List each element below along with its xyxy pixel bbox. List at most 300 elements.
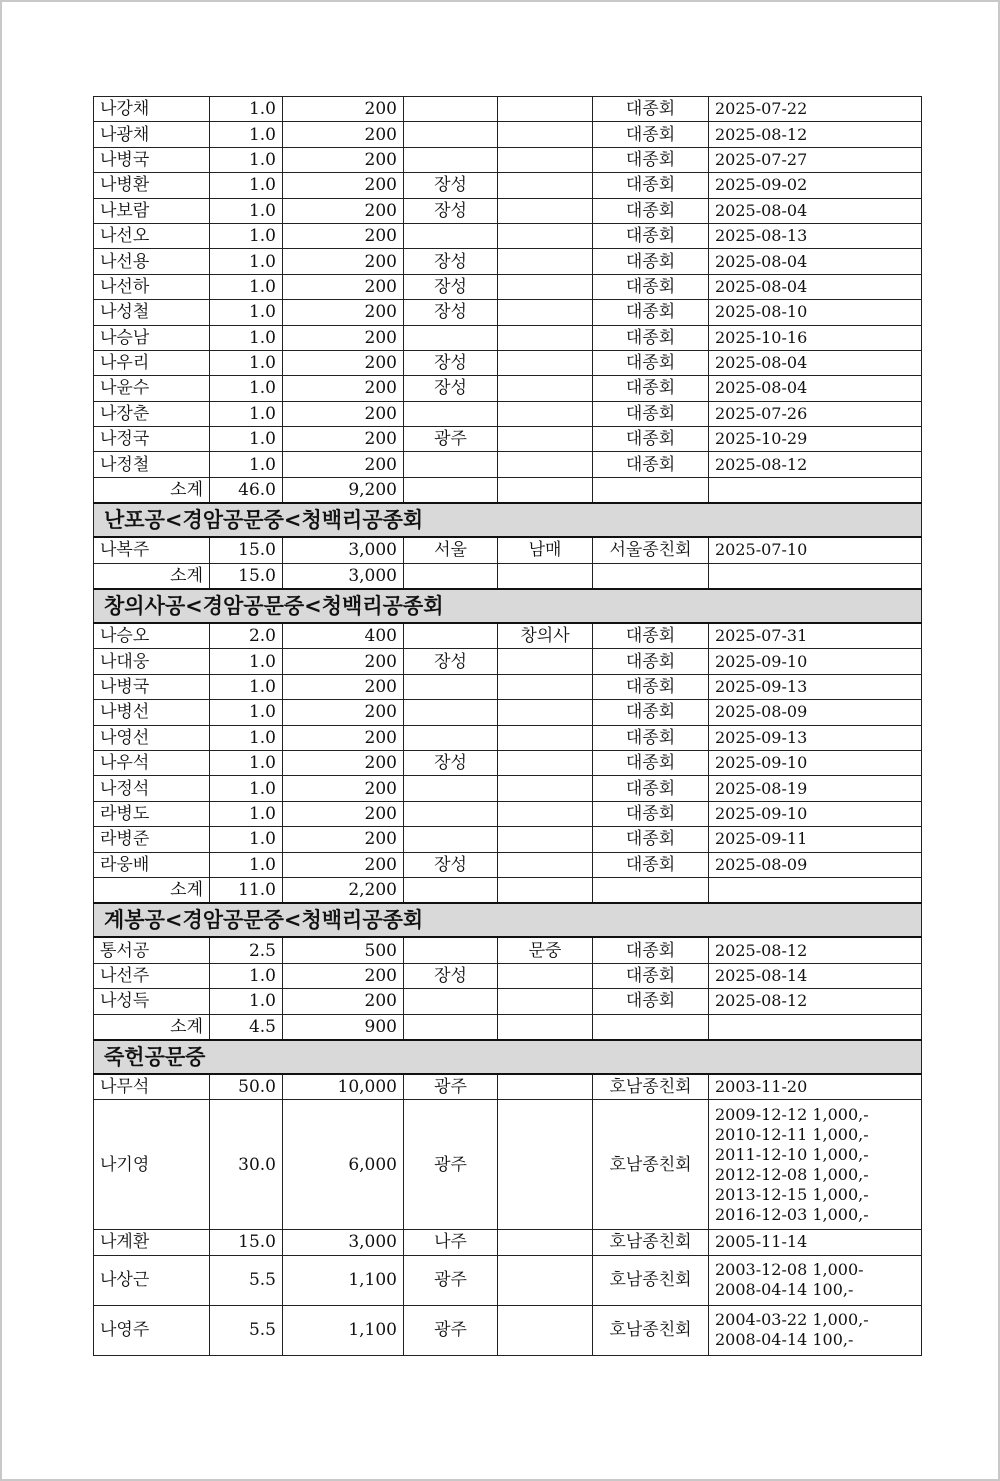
table-row xyxy=(94,989,922,1014)
relation-cell xyxy=(498,750,593,775)
payment-note-line: 2025-08-04 xyxy=(715,276,808,296)
empty-cell xyxy=(709,877,922,903)
payment-note-line: 2025-09-02 xyxy=(715,175,808,195)
organization-cell: 대종회 xyxy=(593,300,709,325)
donor-name-cell: 나기영 xyxy=(94,1100,210,1230)
donor-name-cell: 통서공 xyxy=(94,937,210,963)
units-cell: 1.0 xyxy=(210,223,283,248)
units-cell: 1.0 xyxy=(210,963,283,988)
payment-note-cell xyxy=(709,452,922,477)
organization-cell: 대종회 xyxy=(593,700,709,725)
region-cell: 장성 xyxy=(404,852,498,877)
table-row xyxy=(94,97,922,122)
units-cell: 2.0 xyxy=(210,623,283,649)
region-cell xyxy=(404,147,498,172)
payment-note-line: 2025-08-12 xyxy=(715,454,808,474)
empty-cell xyxy=(709,477,922,503)
amount-cell: 200 xyxy=(283,173,404,198)
units-cell: 1.0 xyxy=(210,350,283,375)
relation-cell: 남매 xyxy=(498,537,593,563)
table-row xyxy=(94,1230,922,1255)
table-row xyxy=(94,623,922,649)
subtotal-amount: 900 xyxy=(283,1014,404,1040)
donor-name-cell: 나복주 xyxy=(94,537,210,563)
section-header-row xyxy=(94,903,922,937)
donor-name-cell: 나병선 xyxy=(94,700,210,725)
subtotal-label: 소계 xyxy=(94,477,210,503)
empty-cell xyxy=(404,563,498,589)
payment-note-cell xyxy=(709,801,922,826)
amount-cell: 200 xyxy=(283,223,404,248)
amount-cell: 200 xyxy=(283,963,404,988)
relation-cell xyxy=(498,776,593,801)
organization-cell: 대종회 xyxy=(593,852,709,877)
relation-cell xyxy=(498,376,593,401)
table-row xyxy=(94,350,922,375)
relation-cell xyxy=(498,1230,593,1255)
organization-cell: 대종회 xyxy=(593,776,709,801)
amount-cell: 1,100 xyxy=(283,1305,404,1355)
empty-cell xyxy=(404,1014,498,1040)
payment-note-line: 2025-08-09 xyxy=(715,854,808,874)
units-cell: 1.0 xyxy=(210,401,283,426)
table-row xyxy=(94,776,922,801)
payment-note-cell xyxy=(709,725,922,750)
units-cell: 1.0 xyxy=(210,649,283,674)
amount-cell: 200 xyxy=(283,750,404,775)
payment-note-line: 2003-11-20 xyxy=(715,1077,808,1097)
subtotal-row xyxy=(94,477,922,503)
organization-cell: 호남종친회 xyxy=(593,1255,709,1305)
payment-note-line: 2025-07-10 xyxy=(715,540,808,560)
payment-note-line: 2025-08-04 xyxy=(715,200,808,220)
donor-name-cell: 나성득 xyxy=(94,989,210,1014)
units-cell: 1.0 xyxy=(210,147,283,172)
organization-cell: 대종회 xyxy=(593,198,709,223)
region-cell: 나주 xyxy=(404,1230,498,1255)
region-cell: 장성 xyxy=(404,376,498,401)
donation-ledger-table xyxy=(93,96,922,1356)
table-row xyxy=(94,674,922,699)
relation-cell xyxy=(498,1074,593,1100)
amount-cell: 200 xyxy=(283,401,404,426)
ledger-body xyxy=(94,97,922,1356)
region-cell xyxy=(404,776,498,801)
region-cell xyxy=(404,801,498,826)
donor-name-cell: 나병환 xyxy=(94,173,210,198)
amount-cell: 200 xyxy=(283,274,404,299)
payment-note-cell xyxy=(709,776,922,801)
payment-note-cell xyxy=(709,223,922,248)
organization-cell: 호남종친회 xyxy=(593,1100,709,1230)
region-cell xyxy=(404,989,498,1014)
section-title: 난포공<경암공문중<청백리공종회 xyxy=(94,503,922,537)
subtotal-units: 46.0 xyxy=(210,477,283,503)
units-cell: 1.0 xyxy=(210,427,283,452)
relation-cell xyxy=(498,249,593,274)
amount-cell: 1,100 xyxy=(283,1255,404,1305)
payment-note-cell xyxy=(709,1230,922,1255)
subtotal-row xyxy=(94,563,922,589)
amount-cell: 200 xyxy=(283,725,404,750)
region-cell xyxy=(404,623,498,649)
subtotal-units: 11.0 xyxy=(210,877,283,903)
amount-cell: 200 xyxy=(283,350,404,375)
payment-note-cell xyxy=(709,989,922,1014)
units-cell: 1.0 xyxy=(210,376,283,401)
units-cell: 1.0 xyxy=(210,173,283,198)
amount-cell: 3,000 xyxy=(283,537,404,563)
payment-note-line: 2025-09-10 xyxy=(715,753,808,773)
donor-name-cell: 나정석 xyxy=(94,776,210,801)
relation-cell xyxy=(498,649,593,674)
donor-name-cell: 나선하 xyxy=(94,274,210,299)
donor-name-cell: 나선오 xyxy=(94,223,210,248)
payment-note-line: 2025-08-13 xyxy=(715,226,808,246)
payment-note-cell xyxy=(709,1305,922,1355)
relation-cell: 문중 xyxy=(498,937,593,963)
empty-cell xyxy=(593,477,709,503)
relation-cell xyxy=(498,325,593,350)
payment-note-line: 2004-03-22 1,000,- xyxy=(715,1310,869,1330)
amount-cell: 200 xyxy=(283,325,404,350)
units-cell: 5.5 xyxy=(210,1305,283,1355)
payment-note-line: 2025-08-12 xyxy=(715,991,808,1011)
section-header-row xyxy=(94,503,922,537)
relation-cell xyxy=(498,198,593,223)
region-cell xyxy=(404,827,498,852)
table-row xyxy=(94,300,922,325)
table-row xyxy=(94,750,922,775)
payment-note-cell xyxy=(709,827,922,852)
relation-cell xyxy=(498,1305,593,1355)
payment-note-cell xyxy=(709,300,922,325)
region-cell xyxy=(404,97,498,122)
table-row xyxy=(94,223,922,248)
table-row xyxy=(94,427,922,452)
relation-cell xyxy=(498,401,593,426)
payment-note-cell xyxy=(709,350,922,375)
region-cell xyxy=(404,452,498,477)
donor-name-cell: 나장춘 xyxy=(94,401,210,426)
region-cell xyxy=(404,725,498,750)
organization-cell: 대종회 xyxy=(593,452,709,477)
payment-note-cell xyxy=(709,122,922,147)
units-cell: 50.0 xyxy=(210,1074,283,1100)
table-row xyxy=(94,452,922,477)
payment-note-cell xyxy=(709,97,922,122)
payment-note-cell xyxy=(709,401,922,426)
section-title: 계봉공<경암공문중<청백리공종회 xyxy=(94,903,922,937)
organization-cell: 대종회 xyxy=(593,989,709,1014)
payment-note-line: 2016-12-03 1,000,- xyxy=(715,1204,869,1224)
payment-note-line: 2025-08-12 xyxy=(715,124,808,144)
units-cell: 1.0 xyxy=(210,122,283,147)
amount-cell: 500 xyxy=(283,937,404,963)
payment-note-cell xyxy=(709,1074,922,1100)
donor-name-cell: 나영주 xyxy=(94,1305,210,1355)
units-cell: 1.0 xyxy=(210,801,283,826)
relation-cell xyxy=(498,700,593,725)
table-row xyxy=(94,173,922,198)
payment-note-cell xyxy=(709,623,922,649)
amount-cell: 200 xyxy=(283,198,404,223)
donor-name-cell: 나승남 xyxy=(94,325,210,350)
organization-cell: 호남종친회 xyxy=(593,1305,709,1355)
amount-cell: 400 xyxy=(283,623,404,649)
organization-cell: 대종회 xyxy=(593,649,709,674)
amount-cell: 200 xyxy=(283,122,404,147)
payment-note-line: 2025-08-10 xyxy=(715,302,808,322)
amount-cell: 200 xyxy=(283,852,404,877)
empty-cell xyxy=(498,877,593,903)
subtotal-units: 15.0 xyxy=(210,563,283,589)
amount-cell: 200 xyxy=(283,649,404,674)
relation-cell xyxy=(498,674,593,699)
donor-name-cell: 나강채 xyxy=(94,97,210,122)
organization-cell: 대종회 xyxy=(593,725,709,750)
relation-cell xyxy=(498,963,593,988)
units-cell: 1.0 xyxy=(210,989,283,1014)
units-cell: 1.0 xyxy=(210,750,283,775)
empty-cell xyxy=(593,1014,709,1040)
region-cell: 장성 xyxy=(404,963,498,988)
empty-cell xyxy=(498,1014,593,1040)
relation-cell xyxy=(498,122,593,147)
region-cell xyxy=(404,223,498,248)
region-cell xyxy=(404,122,498,147)
donor-name-cell: 라병준 xyxy=(94,827,210,852)
table-row xyxy=(94,852,922,877)
donor-name-cell: 나대웅 xyxy=(94,649,210,674)
amount-cell: 10,000 xyxy=(283,1074,404,1100)
organization-cell: 대종회 xyxy=(593,97,709,122)
region-cell: 장성 xyxy=(404,173,498,198)
payment-note-line: 2025-10-16 xyxy=(715,327,808,347)
payment-note-cell xyxy=(709,376,922,401)
payment-note-cell xyxy=(709,325,922,350)
payment-note-line: 2012-12-08 1,000,- xyxy=(715,1164,869,1184)
organization-cell: 대종회 xyxy=(593,674,709,699)
organization-cell: 대종회 xyxy=(593,750,709,775)
units-cell: 15.0 xyxy=(210,1230,283,1255)
payment-note-line: 2008-04-14 100,- xyxy=(715,1330,854,1350)
region-cell: 장성 xyxy=(404,198,498,223)
payment-note-line: 2025-09-10 xyxy=(715,803,808,823)
region-cell: 광주 xyxy=(404,427,498,452)
subtotal-amount: 2,200 xyxy=(283,877,404,903)
table-row xyxy=(94,963,922,988)
amount-cell: 200 xyxy=(283,700,404,725)
payment-note-line: 2013-12-15 1,000,- xyxy=(715,1184,869,1204)
payment-note-cell xyxy=(709,427,922,452)
empty-cell xyxy=(593,563,709,589)
amount-cell: 200 xyxy=(283,300,404,325)
relation-cell xyxy=(498,274,593,299)
organization-cell: 대종회 xyxy=(593,249,709,274)
relation-cell xyxy=(498,801,593,826)
empty-cell xyxy=(498,563,593,589)
subtotal-label: 소계 xyxy=(94,1014,210,1040)
payment-note-line: 2025-07-26 xyxy=(715,403,808,423)
donor-name-cell: 나선용 xyxy=(94,249,210,274)
units-cell: 15.0 xyxy=(210,537,283,563)
amount-cell: 3,000 xyxy=(283,1230,404,1255)
table-row xyxy=(94,1074,922,1100)
subtotal-row xyxy=(94,1014,922,1040)
donor-name-cell: 나영선 xyxy=(94,725,210,750)
table-row xyxy=(94,274,922,299)
organization-cell: 대종회 xyxy=(593,401,709,426)
organization-cell: 호남종친회 xyxy=(593,1074,709,1100)
subtotal-row xyxy=(94,877,922,903)
donor-name-cell: 라웅배 xyxy=(94,852,210,877)
relation-cell xyxy=(498,1255,593,1305)
payment-note-line: 2025-08-04 xyxy=(715,353,808,373)
empty-cell xyxy=(498,477,593,503)
donor-name-cell: 라병도 xyxy=(94,801,210,826)
donor-name-cell: 나정국 xyxy=(94,427,210,452)
units-cell: 1.0 xyxy=(210,452,283,477)
empty-cell xyxy=(404,477,498,503)
payment-note-line: 2005-11-14 xyxy=(715,1232,808,1252)
donor-name-cell: 나선주 xyxy=(94,963,210,988)
payment-note-cell xyxy=(709,750,922,775)
payment-note-line: 2025-08-09 xyxy=(715,702,808,722)
payment-note-cell xyxy=(709,249,922,274)
amount-cell: 200 xyxy=(283,827,404,852)
section-title: 죽헌공문중 xyxy=(94,1040,922,1074)
donor-name-cell: 나정철 xyxy=(94,452,210,477)
relation-cell xyxy=(498,173,593,198)
units-cell: 1.0 xyxy=(210,725,283,750)
region-cell: 광주 xyxy=(404,1100,498,1230)
payment-note-line: 2009-12-12 1,000,- xyxy=(715,1104,869,1124)
payment-note-cell xyxy=(709,937,922,963)
table-row xyxy=(94,801,922,826)
units-cell: 1.0 xyxy=(210,198,283,223)
relation-cell xyxy=(498,452,593,477)
subtotal-label: 소계 xyxy=(94,877,210,903)
organization-cell: 대종회 xyxy=(593,623,709,649)
region-cell: 서울 xyxy=(404,537,498,563)
payment-note-line: 2025-07-22 xyxy=(715,99,808,119)
relation-cell xyxy=(498,97,593,122)
organization-cell: 대종회 xyxy=(593,173,709,198)
payment-note-cell xyxy=(709,700,922,725)
region-cell: 장성 xyxy=(404,249,498,274)
region-cell: 장성 xyxy=(404,649,498,674)
region-cell xyxy=(404,674,498,699)
table-row xyxy=(94,401,922,426)
units-cell: 1.0 xyxy=(210,674,283,699)
donor-name-cell: 나무석 xyxy=(94,1074,210,1100)
table-row xyxy=(94,1100,922,1230)
subtotal-label: 소계 xyxy=(94,563,210,589)
organization-cell: 서울종친회 xyxy=(593,537,709,563)
payment-note-line: 2025-08-12 xyxy=(715,940,808,960)
units-cell: 1.0 xyxy=(210,274,283,299)
organization-cell: 대종회 xyxy=(593,827,709,852)
relation-cell xyxy=(498,427,593,452)
payment-note-line: 2025-09-11 xyxy=(715,829,808,849)
empty-cell xyxy=(709,563,922,589)
payment-note-cell xyxy=(709,173,922,198)
table-row xyxy=(94,198,922,223)
organization-cell: 대종회 xyxy=(593,122,709,147)
region-cell xyxy=(404,325,498,350)
payment-note-line: 2025-09-13 xyxy=(715,727,808,747)
donor-name-cell: 나우리 xyxy=(94,350,210,375)
organization-cell: 대종회 xyxy=(593,427,709,452)
payment-note-line: 2025-09-13 xyxy=(715,677,808,696)
subtotal-amount: 9,200 xyxy=(283,477,404,503)
organization-cell: 대종회 xyxy=(593,223,709,248)
amount-cell: 200 xyxy=(283,674,404,699)
payment-note-cell xyxy=(709,1255,922,1305)
payment-note-line: 2011-12-10 1,000,- xyxy=(715,1144,869,1164)
table-row xyxy=(94,249,922,274)
donor-name-cell: 나상근 xyxy=(94,1255,210,1305)
table-row xyxy=(94,1255,922,1305)
donor-name-cell: 나윤수 xyxy=(94,376,210,401)
table-row xyxy=(94,649,922,674)
amount-cell: 200 xyxy=(283,249,404,274)
units-cell: 30.0 xyxy=(210,1100,283,1230)
relation-cell xyxy=(498,223,593,248)
amount-cell: 200 xyxy=(283,97,404,122)
organization-cell: 대종회 xyxy=(593,350,709,375)
payment-note-cell xyxy=(709,274,922,299)
amount-cell: 200 xyxy=(283,147,404,172)
amount-cell: 6,000 xyxy=(283,1100,404,1230)
payment-note-cell xyxy=(709,1100,922,1230)
region-cell: 광주 xyxy=(404,1255,498,1305)
donor-name-cell: 나병국 xyxy=(94,674,210,699)
units-cell: 1.0 xyxy=(210,776,283,801)
organization-cell: 호남종친회 xyxy=(593,1230,709,1255)
organization-cell: 대종회 xyxy=(593,147,709,172)
units-cell: 1.0 xyxy=(210,300,283,325)
payment-note-cell xyxy=(709,674,922,699)
units-cell: 1.0 xyxy=(210,700,283,725)
region-cell: 장성 xyxy=(404,300,498,325)
region-cell: 장성 xyxy=(404,750,498,775)
payment-note-cell xyxy=(709,198,922,223)
donor-name-cell: 나병국 xyxy=(94,147,210,172)
units-cell: 1.0 xyxy=(210,249,283,274)
organization-cell: 대종회 xyxy=(593,274,709,299)
relation-cell xyxy=(498,725,593,750)
units-cell: 2.5 xyxy=(210,937,283,963)
region-cell: 광주 xyxy=(404,1305,498,1355)
amount-cell: 200 xyxy=(283,776,404,801)
table-row xyxy=(94,1305,922,1355)
table-row xyxy=(94,725,922,750)
section-header-row xyxy=(94,589,922,623)
table-row xyxy=(94,122,922,147)
payment-note-line: 2008-04-14 100,- xyxy=(715,1280,854,1300)
payment-note-cell xyxy=(709,852,922,877)
payment-note-cell xyxy=(709,649,922,674)
subtotal-units: 4.5 xyxy=(210,1014,283,1040)
payment-note-line: 2025-09-10 xyxy=(715,651,808,671)
amount-cell: 200 xyxy=(283,989,404,1014)
amount-cell: 200 xyxy=(283,452,404,477)
payment-note-cell xyxy=(709,147,922,172)
units-cell: 5.5 xyxy=(210,1255,283,1305)
subtotal-amount: 3,000 xyxy=(283,563,404,589)
